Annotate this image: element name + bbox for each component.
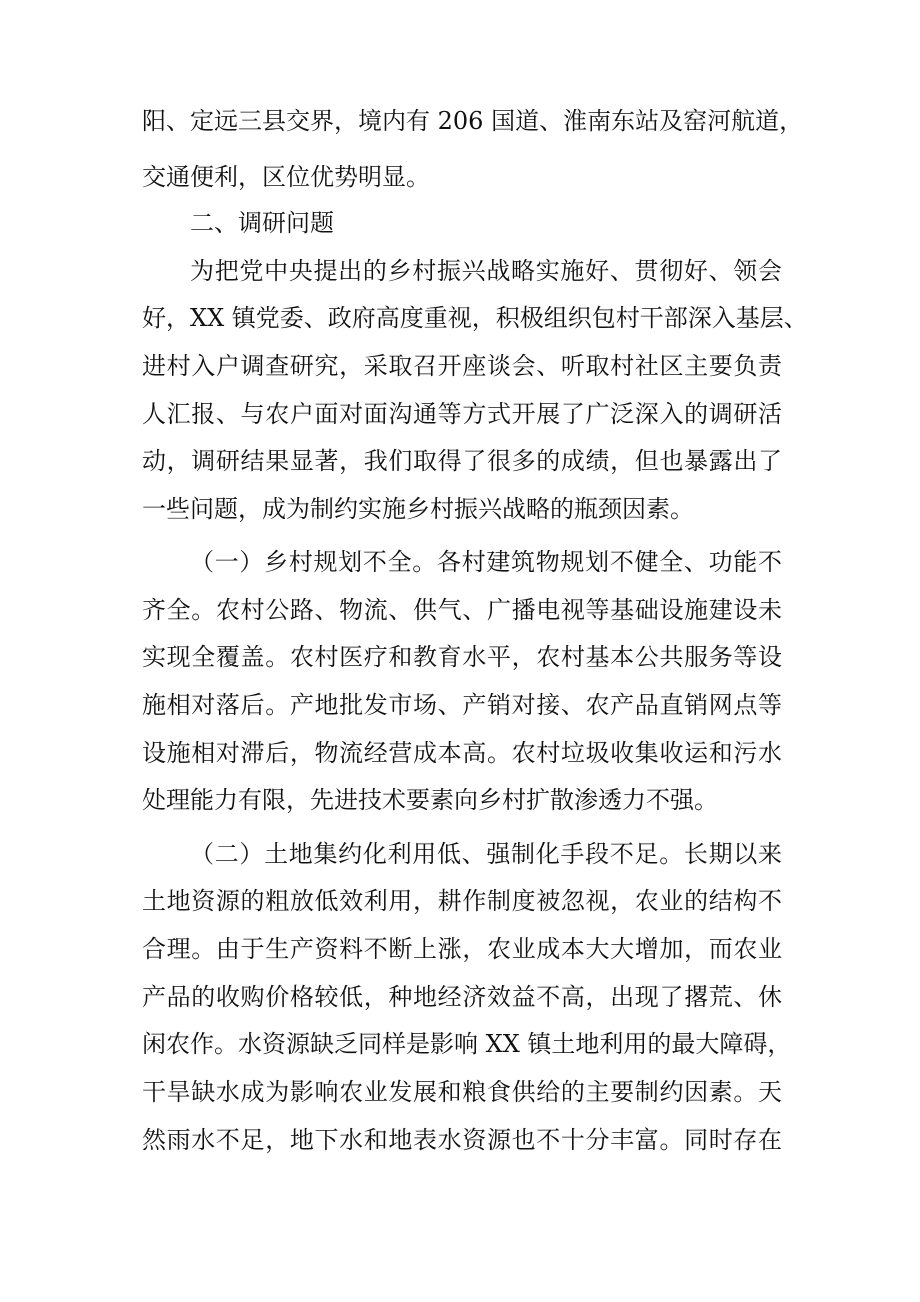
text-line: 产品的收购价格较低，种地经济效益不高，出现了撂荒、休 [142, 983, 782, 1011]
subsection-line: （二）土地集约化利用低、强制化手段不足。长期以来 [190, 840, 782, 868]
subsection-line: （一）乡村规划不全。各村建筑物规划不健全、功能不 [190, 548, 782, 576]
text-line: 阳、定远三县交界，境内有 206 国道、淮南东站及窑河航道， [142, 107, 804, 135]
text-line: 合理。由于生产资料不断上涨，农业成本大大增加，而农业 [142, 935, 782, 963]
text-line: 人汇报、与农户面对面沟通等方式开展了广泛深入的调研活 [142, 400, 782, 428]
text-line: 施相对落后。产地批发市场、产销对接、农产品直销网点等 [142, 691, 782, 719]
text-line: 进村入户调查研究，采取召开座谈会、听取村社区主要负责 [142, 352, 782, 380]
text-line: 设施相对滞后，物流经营成本高。农村垃圾收集收运和污水 [142, 739, 782, 767]
text-line: 好，XX 镇党委、政府高度重视，积极组织包村干部深入基层、 [142, 304, 808, 332]
text-line: 处理能力有限，先进技术要素向乡村扩散渗透力不强。 [142, 786, 718, 814]
text-line: 干旱缺水成为影响农业发展和粮食供给的主要制约因素。天 [142, 1078, 782, 1106]
text-line: 为把党中央提出的乡村振兴战略实施好、贯彻好、领会 [190, 257, 782, 285]
text-line: 齐全。农村公路、物流、供气、广播电视等基础设施建设未 [142, 596, 782, 624]
text-line: 一些问题，成为制约实施乡村振兴战略的瓶颈因素。 [142, 495, 694, 523]
text-line: 交通便利，区位优势明显。 [142, 163, 430, 191]
section-heading: 二、调研问题 [190, 209, 334, 237]
text-line: 土地资源的粗放低效利用，耕作制度被忽视，农业的结构不 [142, 887, 782, 915]
text-line: 然雨水不足，地下水和地表水资源也不十分丰富。同时存在 [142, 1126, 782, 1154]
text-line: 动，调研结果显著，我们取得了很多的成绩，但也暴露出了 [142, 447, 782, 475]
text-line: 实现全覆盖。农村医疗和教育水平，农村基本公共服务等设 [142, 643, 782, 671]
text-line: 闲农作。水资源缺乏同样是影响 XX 镇土地利用的最大障碍， [142, 1030, 792, 1058]
